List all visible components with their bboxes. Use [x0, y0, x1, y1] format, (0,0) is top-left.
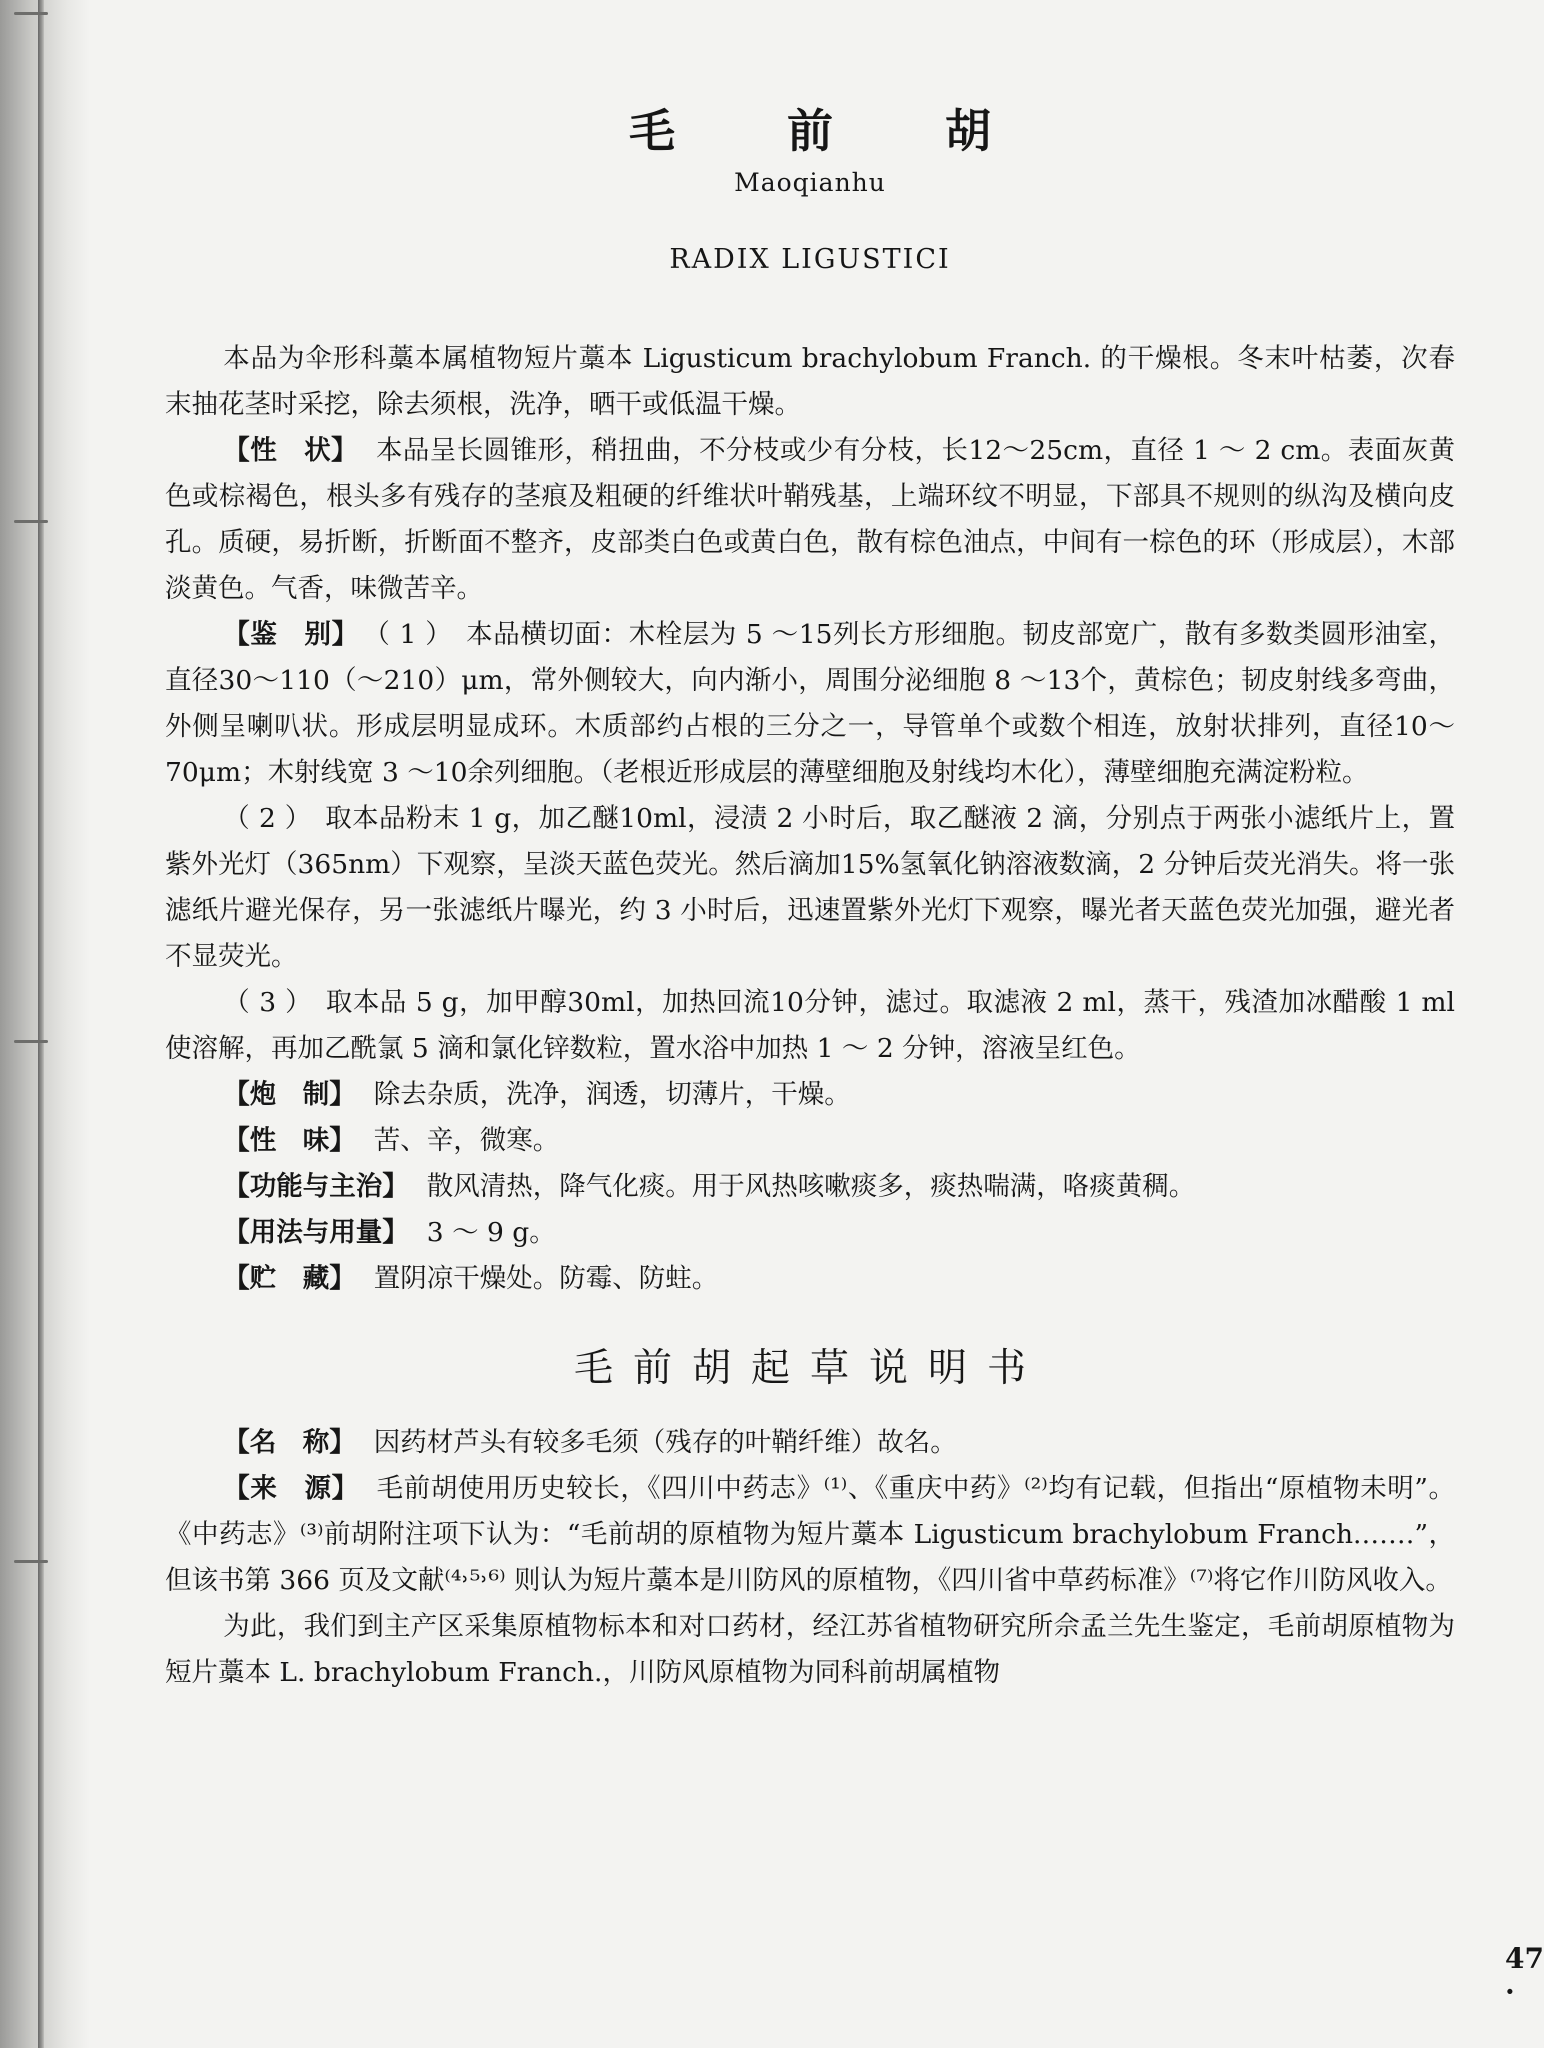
processing-paragraph	[165, 1072, 1455, 1118]
name-paragraph	[165, 1420, 1455, 1466]
function-text: 散风清热，降气化痰。用于风热咳嗽痰多，痰热喘满，咯痰黄稠。	[426, 1171, 1196, 1202]
usage-paragraph	[165, 1210, 1455, 1256]
nature-text: 苦、辛，微寒。	[373, 1125, 560, 1156]
binding-spine	[38, 0, 44, 2048]
name-text: 因药材芦头有较多毛须（残存的叶鞘纤维）故名。	[373, 1427, 957, 1458]
binding-stitch	[14, 520, 48, 523]
latin-name: RADIX LIGUSTICI	[669, 244, 951, 275]
binding-stitch	[14, 1560, 48, 1563]
identification-item-3: （ 3 ） 取本品 5 g，加甲醇30ml，加热回流10分钟，滤过。取滤液 2 ml，蒸干，残渣加冰醋酸 1 ml使溶解，再加乙酰氯 5 滴和氯化锌数粒，置水浴中加热 1 ～ 2 分钟，溶液呈红色。	[165, 987, 1455, 1064]
processing-label: 【炮 制】	[223, 1079, 356, 1110]
function-paragraph	[165, 1164, 1455, 1210]
identification-label: 【鉴 别】	[223, 619, 359, 650]
usage-text: 3 ～ 9 g。	[426, 1217, 556, 1248]
processing-text: 除去杂质，洗净，润透，切薄片，干燥。	[373, 1079, 851, 1110]
page-binding-shadow	[0, 0, 90, 2048]
intro-paragraph: 本品为伞形科藁本属植物短片藁本 Ligusticum brachylobum Franch. 的干燥根。冬末叶枯萎，次春末抽花茎时采挖，除去须根，洗净，晒干或低温干燥。	[165, 343, 1455, 420]
page-content	[165, 0, 1544, 2048]
properties-text: 本品呈长圆锥形，稍扭曲，不分枝或少有分枝，长12～25cm，直径 1 ～ 2 cm。表面灰黄色或棕褐色，根头多有残存的茎痕及粗硬的纤维状叶鞘残基，上端环纹不明显，下部具不规则的纵沟及横向皮孔。质硬，易折断，折断面不整齐，皮部类白色或黄白色，散有棕色油点，中间有一棕色的环（形成层），木部淡黄色。气香，味微苦辛。	[165, 435, 1455, 604]
storage-label: 【贮 藏】	[223, 1263, 356, 1294]
nature-paragraph	[165, 1118, 1455, 1164]
function-label: 【功能与主治】	[223, 1171, 409, 1202]
pinyin-name: Maoqianhu	[734, 168, 886, 197]
identification-item-1: （ 1 ） 本品横切面：木栓层为 5 ～15列长方形细胞。韧皮部宽广，散有多数类圆形油室，直径30～110（～210）μm，常外侧较大，向内渐小，周围分泌细胞 8 ～13个，黄棕色；韧皮射线多弯曲，外侧呈喇叭状。形成层明显成环。木质部约占根的三分之一，导管单个或数个相连，放射状排列，直径10～70μm；木射线宽 3 ～10余列细胞。（老根近形成层的薄壁细胞及射线均木化），薄壁细胞充满淀粉粒。	[165, 619, 1456, 788]
usage-label: 【用法与用量】	[223, 1217, 409, 1248]
section-title: 毛前胡起草说明书	[573, 1346, 1046, 1391]
binding-stitch	[14, 12, 48, 15]
final-paragraph: 为此，我们到主产区采集原植物标本和对口药材，经江苏省植物研究所佘孟兰先生鉴定，毛前胡原植物为短片藁本 L. brachylobum Franch.，川防风原植物为同科前胡属植物	[165, 1611, 1455, 1688]
identification-paragraph	[165, 612, 1455, 796]
page-number: 47 ·	[1505, 1942, 1544, 2008]
page-title: 毛 前 胡	[628, 104, 1040, 158]
binding-stitch	[14, 1040, 48, 1043]
source-label: 【来 源】	[223, 1473, 359, 1504]
monograph-body	[165, 336, 1455, 1696]
properties-label: 【性 状】	[223, 435, 358, 466]
source-text: 毛前胡使用历史较长，《四川中药志》⁽¹⁾、《重庆中药》⁽²⁾均有记载，但指出“原植物未明”。《中药志》⁽³⁾前胡附注项下认为：“毛前胡的原植物为短片藁本 Ligusticum brachylobum Franch.……”，但该书第 366 页及文献⁽⁴˒⁵˒⁶⁾ 则认为短片藁本是川防风的原植物，《四川省中草药标准》⁽⁷⁾将它作川防风收入。	[165, 1473, 1455, 1596]
nature-label: 【性 味】	[223, 1125, 356, 1156]
storage-text: 置阴凉干燥处。防霉、防蛀。	[373, 1263, 719, 1294]
identification-item-2: （ 2 ） 取本品粉末 1 g，加乙醚10ml，浸渍 2 小时后，取乙醚液 2 滴，分别点于两张小滤纸片上，置紫外光灯（365nm）下观察，呈淡天蓝色荧光。然后滴加15%氢氧化钠溶液数滴，2 分钟后荧光消失。将一张滤纸片避光保存，另一张滤纸片曝光，约 3 小时后，迅速置紫外光灯下观察，曝光者天蓝色荧光加强，避光者不显荧光。	[165, 803, 1455, 972]
properties-paragraph	[165, 428, 1455, 612]
storage-paragraph	[165, 1256, 1455, 1302]
name-label: 【名 称】	[223, 1427, 356, 1458]
source-paragraph	[165, 1466, 1455, 1604]
